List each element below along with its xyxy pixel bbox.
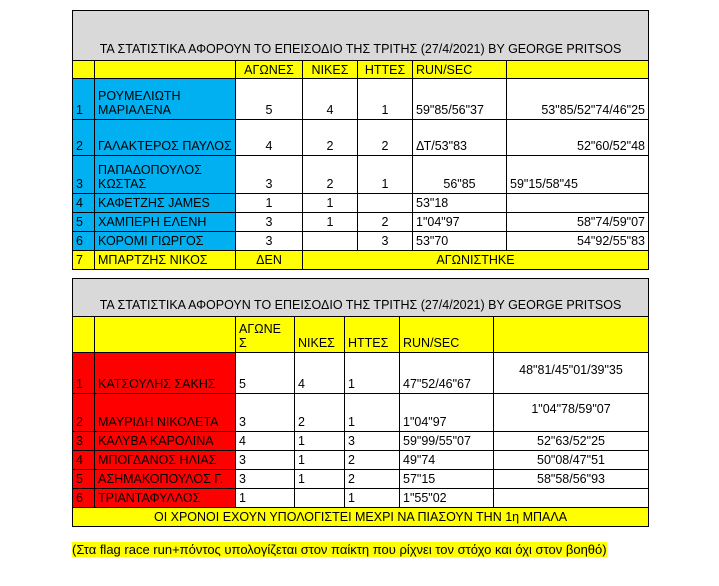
table-1-header-row	[73, 61, 649, 79]
header-nikes: ΝΙΚΕΣ	[303, 61, 358, 79]
player-name: ΡΟΥΜΕΛΙΩΤΗ ΜΑΡΙΑΛΕΝΑ	[95, 79, 236, 120]
table-row: 4 ΜΠΟΓΔΑΝΟΣ ΗΛΙΑΣ 3 1 2 49"74 50"08/47"51	[73, 451, 649, 470]
player-name: ΚΟΡΟΜΙ ΓΙΩΡΓΟΣ	[95, 232, 236, 251]
header-ittes: ΗΤΤΕΣ	[345, 317, 400, 353]
table-row: 2 ΜΑΥΡΙΔΗ ΝΙΚΟΛΕΤΑ 3 2 1 1"04"97 1"04"78/59"07	[73, 394, 649, 432]
stats-table-1	[72, 10, 649, 270]
agonistike-cell: ΑΓΩΝΙΣΤΗΚΕ	[303, 251, 649, 270]
header-agones: ΑΓΩΝΕΣ	[236, 61, 303, 79]
header-run-sec: RUN/SEC	[400, 317, 494, 353]
table-row: 6 ΚΟΡΟΜΙ ΓΙΩΡΓΟΣ 3 3 53"70 54"92/55"83	[73, 232, 649, 251]
table-row: 1 ΚΑΤΣΟΥΛΗΣ ΣΑΚΗΣ 5 4 1 47"52/46"67 48"81/45"01/39"35	[73, 353, 649, 394]
player-name: ΓΑΛΑΚΤΕΡΟΣ ΠΑΥΛΟΣ	[95, 120, 236, 156]
player-name: ΚΑΤΣΟΥΛΗΣ ΣΑΚΗΣ	[95, 353, 236, 394]
table-row: 4 ΚΑΦΕΤΖΗΣ JAMES 1 1 53"18	[73, 194, 649, 213]
header-run-sec: RUN/SEC	[413, 61, 507, 79]
table-row: 2 ΓΑΛΑΚΤΕΡΟΣ ΠΑΥΛΟΣ 4 2 2 ΔΤ/53"83 52"60/52"48	[73, 120, 649, 156]
player-name: ΜΠΑΡΤΖΗΣ ΝΙΚΟΣ	[95, 251, 236, 270]
table-2-header-row	[73, 317, 649, 353]
player-name: ΠΑΠΑΔΟΠΟΥΛΟΣ ΚΩΣΤΑΣ	[95, 156, 236, 194]
player-name: ΑΣΗΜΑΚΟΠΟΥΛΟΣ Γ.	[95, 470, 236, 489]
table-row: 5 ΧΑΜΠΕΡΗ ΕΛΕΝΗ 3 1 2 1"04"97 58"74/59"07	[73, 213, 649, 232]
table-1-title: ΤΑ ΣΤΑΤΙΣΤΙΚΑ ΑΦΟΡΟΥΝ ΤΟ ΕΠΕΙΣΟΔΙΟ ΤΗΣ ΤΡΙΤΗΣ (27/4/2021) BY GEORGE PRITSOS	[73, 11, 649, 61]
header-nikes: ΝΙΚΕΣ	[295, 317, 345, 353]
player-name: ΧΑΜΠΕΡΗ ΕΛΕΝΗ	[95, 213, 236, 232]
table-row: 1 ΡΟΥΜΕΛΙΩΤΗ ΜΑΡΙΑΛΕΝΑ 5 4 1 59"85/56"37 53"85/52"74/46"25	[73, 79, 649, 120]
player-name: ΚΑΦΕΤΖΗΣ JAMES	[95, 194, 236, 213]
header-agones: ΑΓΩΝΕ Σ	[236, 317, 295, 353]
flag-race-note: (Στα flag race run+πόντος υπολογίζεται στον παίκτη που ρίχνει τον στόχο και όχι στον βοηθό)	[72, 542, 607, 557]
table-row: 6 ΤΡΙΑΝΤΑΦΥΛΛΟΣ 1 1 1"55"02	[73, 489, 649, 508]
player-name: ΜΑΥΡΙΔΗ ΝΙΚΟΛΕΤΑ	[95, 394, 236, 432]
table-row: 3 ΚΑΛΥΒΑ ΚΑΡΟΛΙΝΑ 4 1 3 59"99/55"07 52"63/52"25	[73, 432, 649, 451]
den-cell: ΔΕΝ	[236, 251, 303, 270]
stats-table-2	[72, 278, 649, 527]
table-row: 5 ΑΣΗΜΑΚΟΠΟΥΛΟΣ Γ. 3 1 2 57"15 58"58/56"93	[73, 470, 649, 489]
player-name: ΚΑΛΥΒΑ ΚΑΡΟΛΙΝΑ	[95, 432, 236, 451]
player-name: ΤΡΙΑΝΤΑΦΥΛΛΟΣ	[95, 489, 236, 508]
table-2-title: ΤΑ ΣΤΑΤΙΣΤΙΚΑ ΑΦΟΡΟΥΝ ΤΟ ΕΠΕΙΣΟΔΙΟ ΤΗΣ ΤΡΙΤΗΣ (27/4/2021) BY GEORGE PRITSOS	[73, 279, 649, 317]
player-name: ΜΠΟΓΔΑΝΟΣ ΗΛΙΑΣ	[95, 451, 236, 470]
footer-note: ΟΙ ΧΡΟΝΟΙ ΕΧΟΥΝ ΥΠΟΛΟΓΙΣΤΕΙ ΜΕΧΡΙ ΝΑ ΠΙΑΣΟΥΝ ΤΗΝ 1η ΜΠΑΛΑ	[73, 508, 649, 527]
header-ittes: ΗΤΤΕΣ	[358, 61, 413, 79]
table-row: 3 ΠΑΠΑΔΟΠΟΥΛΟΣ ΚΩΣΤΑΣ 3 2 1 56"85 59"15/58"45	[73, 156, 649, 194]
table-row: 7 ΜΠΑΡΤΖΗΣ ΝΙΚΟΣ ΔΕΝ ΑΓΩΝΙΣΤΗΚΕ	[73, 251, 649, 270]
